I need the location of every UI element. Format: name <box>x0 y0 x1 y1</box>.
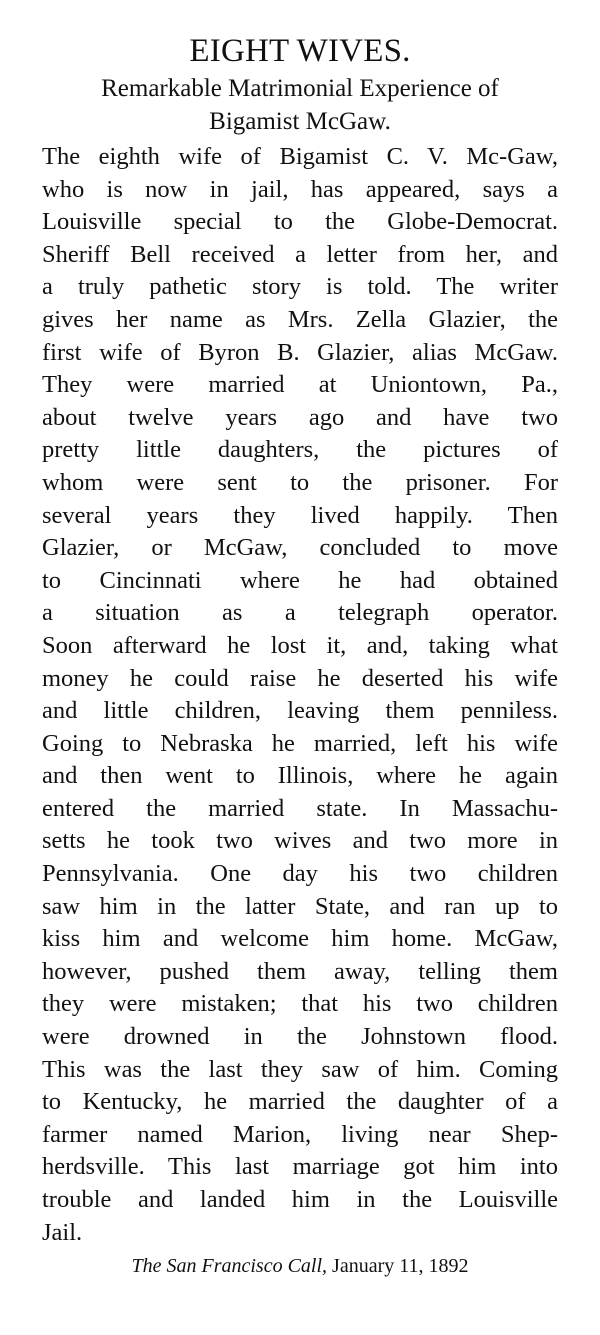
publication-name: The San Francisco Call, <box>131 1255 328 1278</box>
body-line: setts he took two wives and two more in <box>42 827 558 855</box>
attribution <box>42 1253 558 1279</box>
body-line: several years they lived happily. Then <box>42 501 558 529</box>
body-line: a truly pathetic story is told. The writer <box>42 273 558 301</box>
body-line: They were married at Uniontown, Pa., <box>42 371 558 399</box>
subheadline-line-1: Remarkable Matrimonial Experience of <box>101 75 499 102</box>
body-line: This was the last they saw of him. Coming <box>42 1055 558 1083</box>
publication-date: January 11, 1892 <box>332 1255 469 1278</box>
body-line: about twelve years ago and have two <box>42 403 558 431</box>
body-line: Louisville special to the Globe-Democrat. <box>42 208 558 236</box>
body-line: herdsville. This last marriage got him into <box>42 1153 558 1181</box>
body-line: Pennsylvania. One day his two children <box>42 860 558 888</box>
headline: EIGHT WIVES. <box>189 33 411 69</box>
body-line: The eighth wife of Bigamist C. V. Mc-Gaw, <box>42 143 558 170</box>
body-line: however, pushed them away, telling them <box>42 957 558 985</box>
body-line: saw him in the latter State, and ran up to <box>42 892 558 920</box>
body-line: Soon afterward he lost it, and, taking what <box>42 631 558 659</box>
body-line: were drowned in the Johnstown flood. <box>42 1023 558 1051</box>
body-line: money he could raise he deserted his wife <box>42 664 558 692</box>
body-line: they were mistaken; that his two children <box>42 990 558 1018</box>
body-line: Jail. <box>42 1218 83 1246</box>
body-line: whom were sent to the prisoner. For <box>42 468 558 496</box>
body-line: Going to Nebraska he married, left his wife <box>42 729 558 757</box>
body-line: a situation as a telegraph operator. <box>42 599 558 627</box>
body-line: kiss him and welcome him home. McGaw, <box>42 925 558 953</box>
body-line: Glazier, or McGaw, concluded to move <box>42 534 558 562</box>
body-line: who is now in jail, has appeared, says a <box>42 175 558 203</box>
body-line: farmer named Marion, living near Shep- <box>42 1120 558 1148</box>
body-line: Sheriff Bell received a letter from her, and <box>42 240 558 268</box>
body-line: to Cincinnati where he had obtained <box>42 566 558 594</box>
body-line: and little children, leaving them penniless. <box>42 697 558 725</box>
body-line: pretty little daughters, the pictures of <box>42 436 558 464</box>
body-line: first wife of Byron B. Glazier, alias McGaw. <box>42 338 558 366</box>
body-line: gives her name as Mrs. Zella Glazier, the <box>42 305 558 333</box>
article-body <box>42 141 558 1249</box>
body-line: to Kentucky, he married the daughter of a <box>42 1088 558 1116</box>
subheadline-line-2: Bigamist McGaw. <box>209 108 391 135</box>
body-line: trouble and landed him in the Louisville <box>42 1186 558 1213</box>
body-line: and then went to Illinois, where he again <box>42 762 558 790</box>
body-line: entered the married state. In Massachu- <box>42 794 558 822</box>
